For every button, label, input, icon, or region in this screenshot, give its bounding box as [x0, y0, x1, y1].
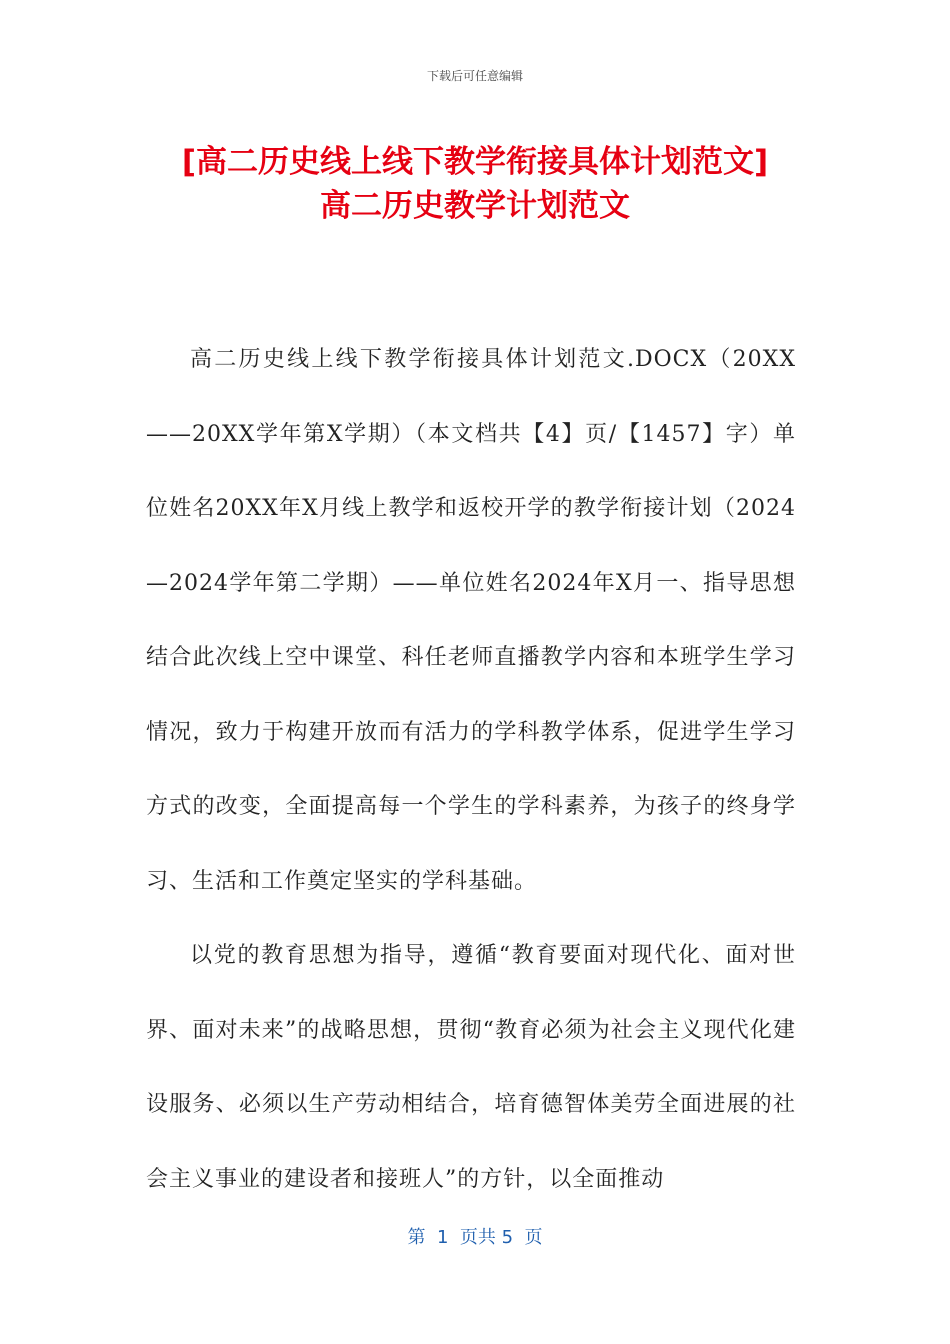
title-line-1: [高二历史线上线下教学衔接具体计划范文] — [181, 144, 769, 180]
document-body — [146, 323, 796, 1217]
header-note: 下载后可任意编辑 — [426, 69, 523, 83]
title-line-2: 高二历史教学计划范文 — [320, 188, 630, 224]
body-paragraph-2: 以党的教育思想为指导，遵循“教育要面对现代化、面对世界、面对未来”的战略思想，贯彻“教育必须为社会主义现代化建设服务、必须以生产劳动相结合，培育德智体美劳全面进展的社会主义事业的建设者和接班人”的方针，以全面推动 — [146, 943, 796, 1192]
body-paragraph-1: 高二历史线上线下教学衔接具体计划范文.DOCX（20XX——20XX学年第X学期）（本文档共【4】页/【1457】字）单位姓名20XX年X月线上教学和返校开学的教学衔接计划（2024—2024学年第二学期）——单位姓名2024年X月一、指导思想结合此次线上空中课堂、科任老师直播教学内容和本班学生学习情况，致力于构建开放而有活力的学科教学体系，促进学生学习方式的改变，全面提高每一个学生的学科素养，为孩子的终身学习、生活和工作奠定坚实的学科基础。 — [146, 347, 796, 894]
page-number-footer: 第 1 页共 5 页 — [407, 1227, 543, 1248]
document-title — [0, 140, 950, 228]
